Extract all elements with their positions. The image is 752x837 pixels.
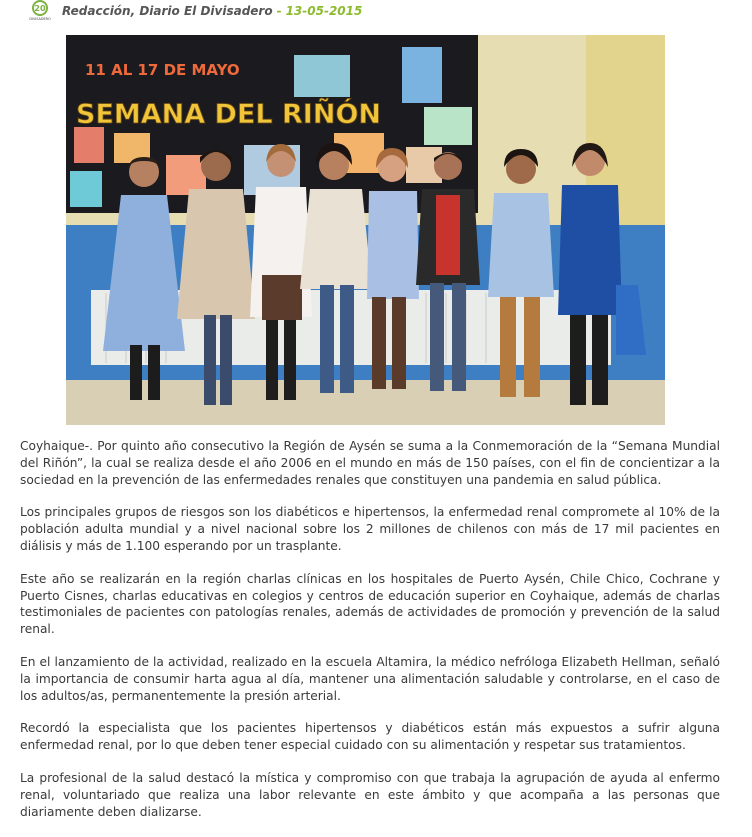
- article-photo: [66, 35, 665, 425]
- article-body: [20, 438, 720, 836]
- article-paragraph: Coyhaique-. Por quinto año consecutivo la Región de Aysén se suma a la Conmemoración de la “Semana Mundial del Riñón”, la cual se realiza desde el año 2006 en el mundo en más de 150 países, con el fin de concientizar a la sociedad en la prevención de las enfermedades renales que constituyen una pandemia en salud pública.: [20, 439, 720, 487]
- article-paragraph: Los principales grupos de riesgos son los diabéticos e hipertensos, la enfermedad renal compromete al 10% de la población adulta mundial y a nivel nacional sobre los 2 millones de chilenos con más de 17 mil pacientes en diálisis y más de 1.100 esperando por un trasplante.: [20, 505, 720, 553]
- svg-text:DIVISADERO: DIVISADERO: [29, 17, 51, 21]
- author-name: Redacción, Diario El Divisadero: [62, 4, 273, 18]
- article-paragraph: Recordó la especialista que los pacientes hipertensos y diabéticos están más expuestos a sufrir alguna enfermedad renal, por lo que deben tener especial cuidado con su alimentación y respetar sus tratamientos.: [20, 721, 720, 753]
- article-paragraph: Este año se realizarán en la región charlas clínicas en los hospitales de Puerto Aysén, Chile Chico, Cochrane y Puerto Cisnes, charlas educativas en colegios y centros de educación superior en Coyhaique, además de charlas testimoniales de pacientes con patologías renales, además de actividades de promoción y prevención de la salud renal.: [20, 571, 720, 637]
- divisadero-logo-icon: [26, 0, 54, 22]
- banner-title: SEMANA DEL RIÑÓN: [76, 99, 381, 130]
- publish-date: 13-05-2015: [285, 4, 363, 18]
- article-byline: [26, 0, 362, 22]
- svg-text:20: 20: [34, 4, 46, 13]
- article-paragraph: La profesional de la salud destacó la mística y compromiso con que trabaja la agrupación de ayuda al enfermo renal, voluntariado que realiza una labor relevante en este ámbito y que acompaña a las personas que diariamente deben dializarse.: [20, 770, 720, 819]
- article-paragraph: En el lanzamiento de la actividad, realizado en la escuela Altamira, la médico nefróloga Elizabeth Hellman, señaló la importancia de consumir harta agua al día, mantener una alimentación saludable y controlarse, en el caso de los adultos/as, permanentemente la presión arterial.: [20, 654, 720, 703]
- banner-dates: 11 AL 17 DE MAYO: [85, 61, 240, 79]
- byline-separator: -: [276, 4, 282, 18]
